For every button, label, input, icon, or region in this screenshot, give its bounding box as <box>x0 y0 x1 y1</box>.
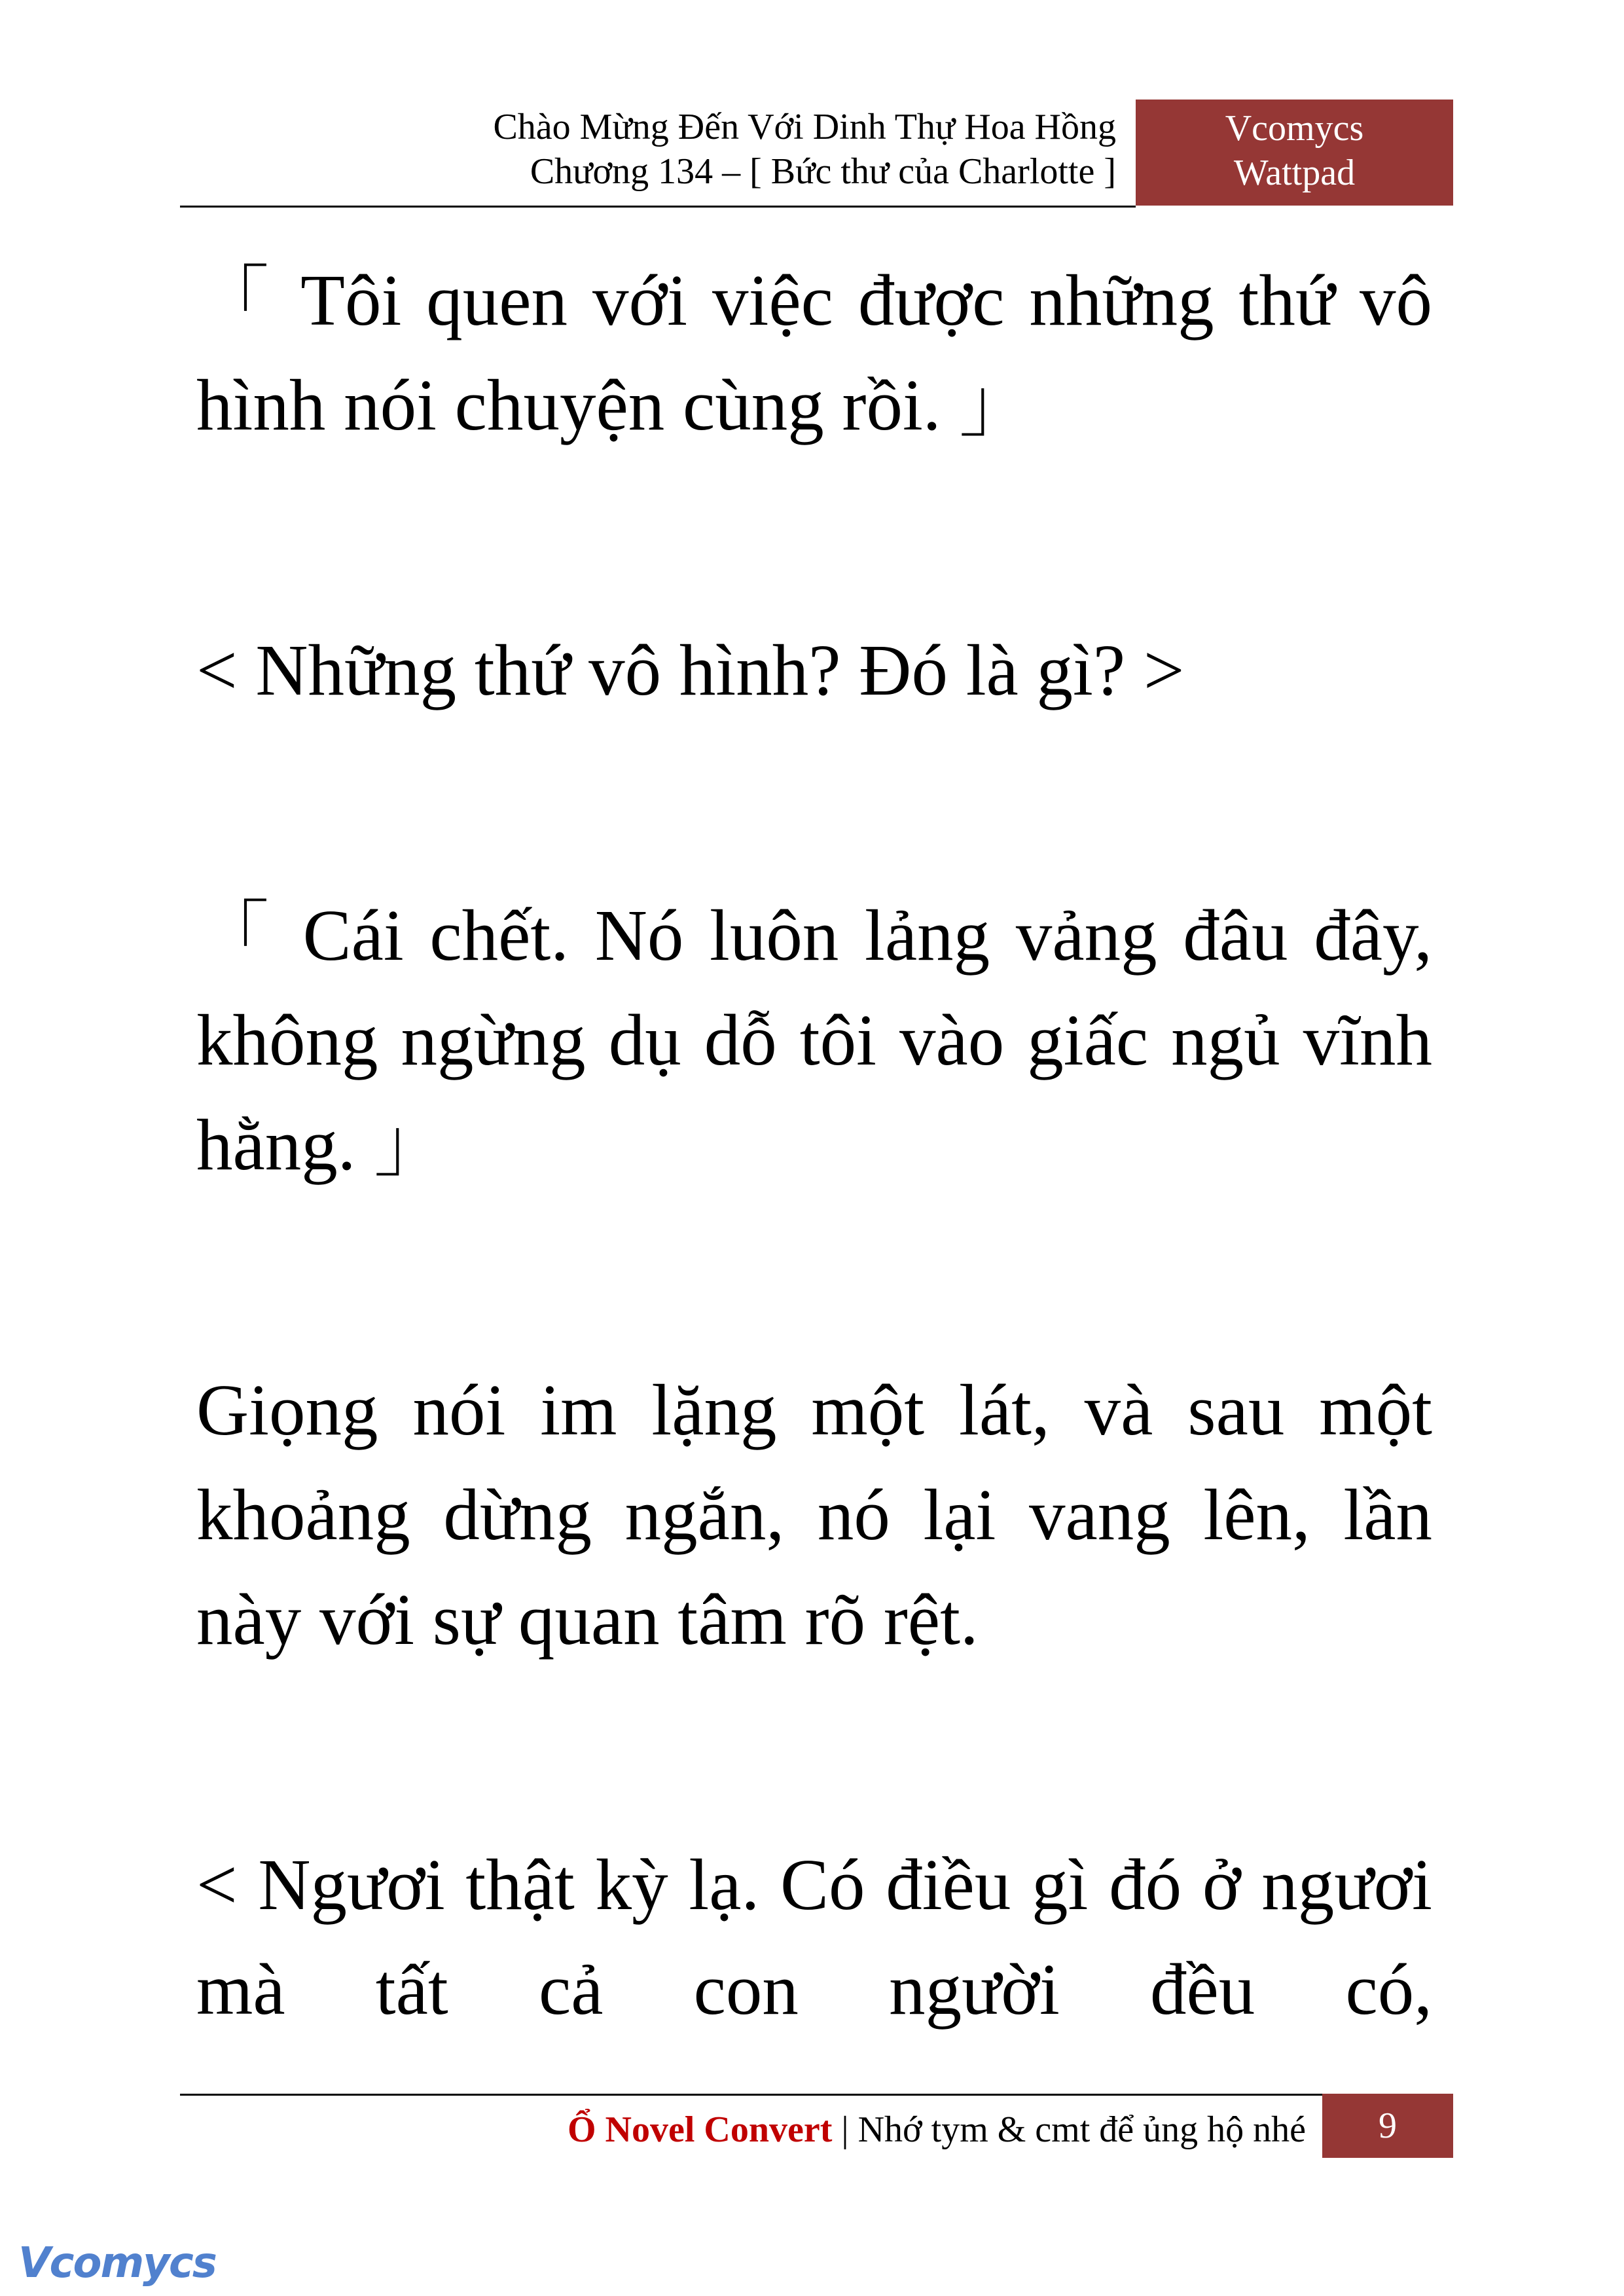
paragraph-text: < Những thứ vô hình? Đó là gì? > <box>196 630 1185 711</box>
paragraph <box>196 884 1432 1198</box>
footer-separator: | <box>832 2109 858 2150</box>
paragraph-text: 「 Tôi quen với việc được những thứ vô hình nói chuyện cùng rồi. 」 <box>196 261 1432 446</box>
footer-message: Nhớ tym & cmt để ủng hộ nhé <box>857 2109 1306 2150</box>
paragraph-text: 「 Cái chết. Nó luôn lảng vảng đâu đây, không ngừng dụ dỗ tôi vào giấc ngủ vĩnh hằng. 」 <box>196 896 1432 1186</box>
paragraph <box>196 1833 1432 2043</box>
badge-line-2: Wattpad <box>1233 153 1356 193</box>
source-badge <box>1136 100 1453 206</box>
footer-brand: Ổ Novel Convert <box>568 2109 833 2150</box>
footer-divider <box>180 2094 1322 2096</box>
chapter-title: Chương 134 – [ Bức thư của Charlotte ] <box>530 151 1116 192</box>
page-body <box>196 249 1432 2043</box>
paragraph <box>196 619 1432 723</box>
paragraph-text: Giọng nói im lặng một lát, và sau một khoảng dừng ngắn, nó lại vang lên, lần này với sự quan tâm rõ rệt. <box>196 1370 1432 1660</box>
vcomycs-watermark-logo: Vcomycs <box>18 2239 216 2287</box>
footer-note <box>180 2107 1306 2153</box>
paragraph-text: < Ngươi thật kỳ lạ. Có điều gì đó ở ngươi mà tất cả con người đều có, <box>196 1845 1432 2030</box>
badge-line-1: Vcomycs <box>1225 108 1364 149</box>
paragraph <box>196 249 1432 458</box>
header-divider <box>180 206 1136 208</box>
running-header <box>180 105 1116 194</box>
book-title: Chào Mừng Đến Với Dinh Thự Hoa Hồng <box>493 107 1116 147</box>
page-number: 9 <box>1322 2094 1453 2158</box>
paragraph <box>196 1358 1432 1673</box>
